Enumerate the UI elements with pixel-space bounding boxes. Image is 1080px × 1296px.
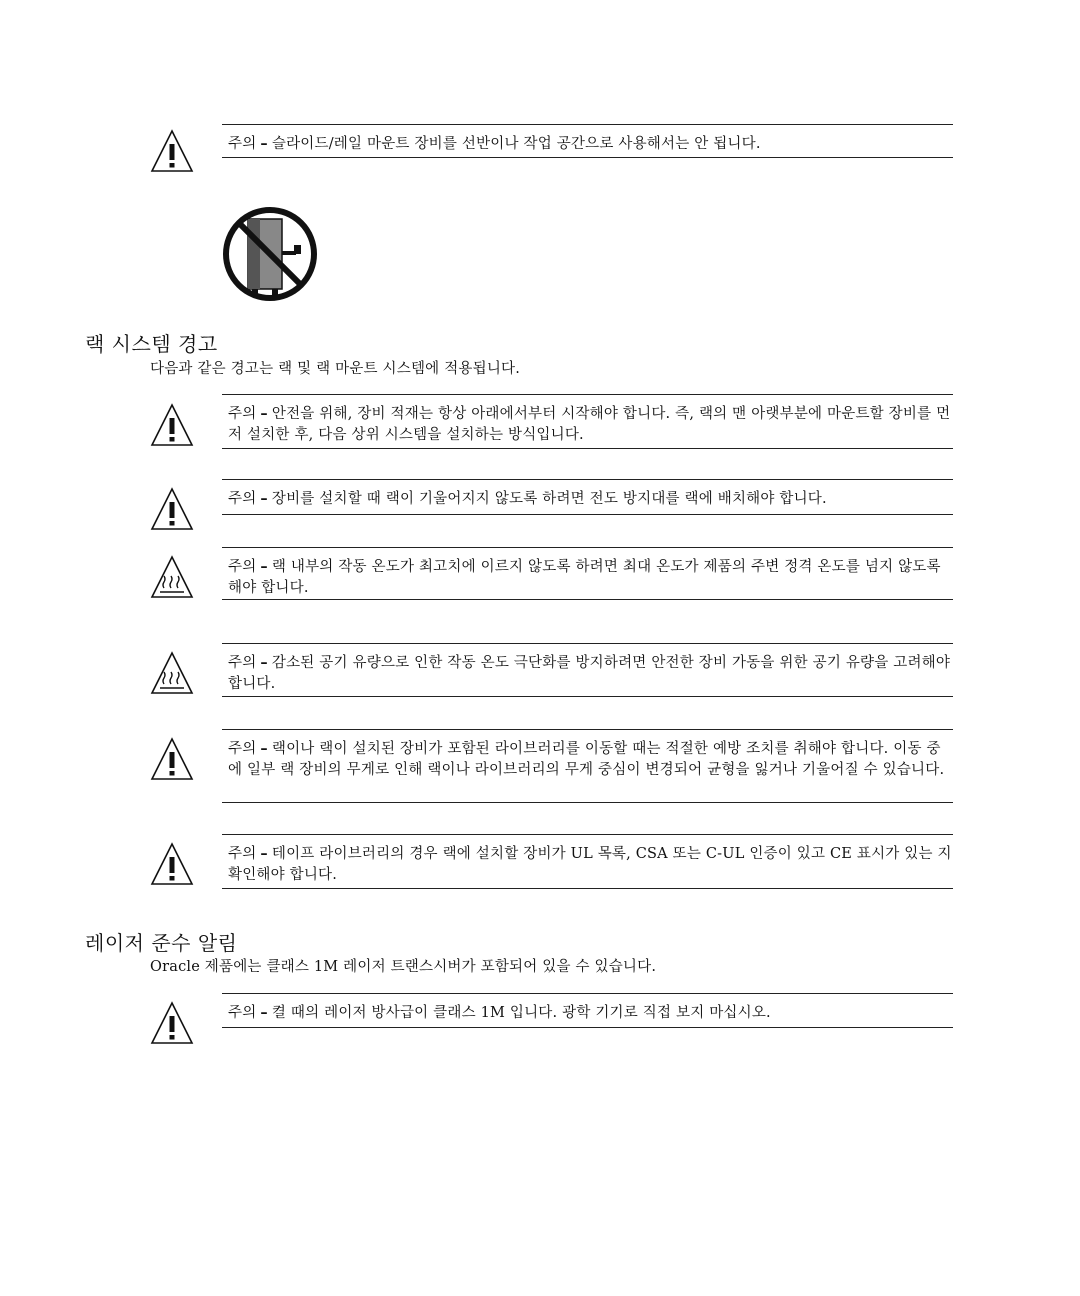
notice-text: 안전을 위해, 장비 적재는 항상 아래에서부터 시작해야 합니다. 즉, 랙의 맨 아랫부분에 마운트할 장비를 먼저 설치한 후, 다음 상위 시스템을 설치하는 방식입니다. xyxy=(228,406,951,443)
section-intro-laser: Oracle 제품에는 클래스 1M 레이저 트랜스시버가 포함되어 있을 수 있습니다. xyxy=(150,959,657,975)
caution-label: 주의 xyxy=(228,1005,257,1021)
notice-text: 랙이나 랙이 설치된 장비가 포함된 라이브러리를 이동할 때는 적절한 예방 조치를 취해야 합니다. 이동 중에 일부 랙 장비의 무게로 인해 랙이나 라이브러리의 무게 중심이 변경되어 균형을 잃거나 기울어질 수 있습니다. xyxy=(228,741,945,778)
notice-text: 감소된 공기 유량으로 인한 작동 온도 극단화를 방지하려면 안전한 장비 가동을 위한 공기 유량을 고려해야 합니다. xyxy=(228,655,951,692)
warning-triangle-icon xyxy=(150,403,194,447)
caution-label: 주의 xyxy=(228,491,257,507)
section-title-rack: 랙 시스템 경고 xyxy=(85,332,218,356)
notice-text: 켤 때의 레이저 방사급이 클래스 1M 입니다. 광학 기기로 직접 보지 마십시오. xyxy=(271,1005,771,1021)
warning-triangle-icon xyxy=(150,842,194,886)
notice-text: 슬라이드/레일 마운트 장비를 선반이나 작업 공간으로 사용해서는 안 됩니다. xyxy=(271,136,761,152)
warning-triangle-icon xyxy=(150,737,194,781)
section-title-laser: 레이저 준수 알림 xyxy=(85,931,238,955)
no-shelf-use-icon xyxy=(220,205,320,303)
section-intro-rack: 다음과 같은 경고는 랙 및 랙 마운트 시스템에 적용됩니다. xyxy=(150,361,521,377)
caution-label: 주의 xyxy=(228,741,257,757)
warning-triangle-icon xyxy=(150,487,194,531)
warning-triangle-icon xyxy=(150,1001,194,1045)
caution-label: 주의 xyxy=(228,406,257,422)
warning-triangle-icon xyxy=(150,129,194,173)
caution-label: 주의 xyxy=(228,559,257,575)
hot-surface-icon xyxy=(150,651,194,695)
notice-text: 테이프 라이브러리의 경우 랙에 설치할 장비가 UL 목록, CSA 또는 C-UL 인증이 있고 CE 표시가 있는 지 확인해야 합니다. xyxy=(228,846,952,883)
caution-label: 주의 xyxy=(228,655,257,671)
notice-text: 장비를 설치할 때 랙이 기울어지지 않도록 하려면 전도 방지대를 랙에 배치해야 합니다. xyxy=(271,491,827,507)
caution-label: 주의 xyxy=(228,136,257,152)
notice-text: 랙 내부의 작동 온도가 최고치에 이르지 않도록 하려면 최대 온도가 제품의 주변 정격 온도를 넘지 않도록 해야 합니다. xyxy=(228,559,941,596)
hot-surface-icon xyxy=(150,555,194,599)
caution-label: 주의 xyxy=(228,846,257,862)
